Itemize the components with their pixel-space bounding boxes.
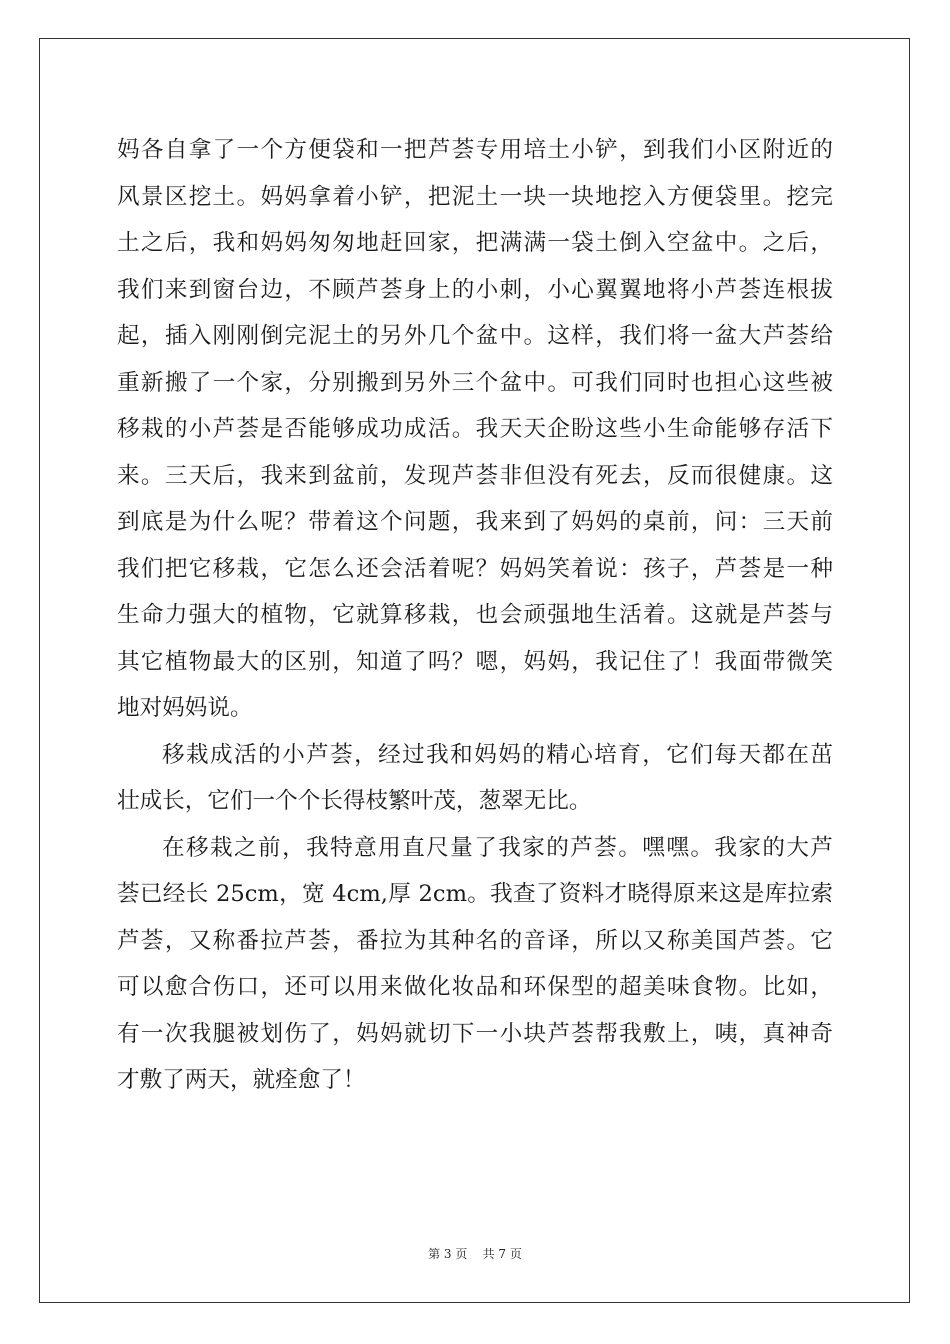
text-line: 重新搬了一个家，分别搬到另外三个盆中。可我们同时也担心这些被	[117, 369, 833, 396]
text-line: 才敷了两天，就痊愈了！	[117, 1067, 366, 1093]
text-line: 在移栽之前，我特意用直尺量了我家的芦荟。嘿嘿。我家的大芦	[162, 834, 833, 861]
text-line: 我们把它移栽，它怎么还会活着呢？妈妈笑着说：孩子，芦荟是一种	[117, 555, 833, 582]
text-line: 土之后，我和妈妈匆匆地赶回家，把满满一袋土倒入空盆中。之后，	[117, 230, 833, 256]
text-line: 有一次我腿被划伤了，妈妈就切下一小块芦荟帮我敷上，咦，真神奇	[117, 1020, 833, 1047]
text-line: 到底是为什么呢？带着这个问题，我来到了妈妈的桌前，问：三天前	[117, 509, 833, 535]
document-body	[117, 127, 833, 1104]
paragraph	[117, 127, 833, 732]
page-number-footer: 第 3 页 共 7 页	[428, 1247, 522, 1261]
text-line: 妈各自拿了一个方便袋和一把芦荟专用培土小铲，到我们小区附近的	[117, 137, 833, 163]
text-line: 移栽成活的小芦荟，经过我和妈妈的精心培育，它们每天都在茁	[162, 741, 833, 768]
text-line: 其它植物最大的区别，知道了吗？嗯，妈妈，我记住了！我面带微笑	[117, 648, 833, 675]
paragraph	[117, 732, 833, 825]
paragraph	[117, 825, 833, 1104]
text-line: 风景区挖土。妈妈拿着小铲，把泥土一块一块地挖入方便袋里。挖完	[117, 183, 833, 210]
text-line: 壮成长，它们一个个长得枝繁叶茂，葱翠无比。	[117, 788, 592, 814]
text-line: 荟已经长 25cm，宽 4cm,厚 2cm。我查了资料才晓得原来这是库拉索	[117, 881, 833, 907]
text-line: 生命力强大的植物，它就算移栽，也会顽强地生活着。这就是芦荟与	[117, 602, 833, 628]
text-line: 我们来到窗台边，不顾芦荟身上的小刺，小心翼翼地将小芦荟连根拔	[117, 276, 833, 303]
text-line: 移栽的小芦荟是否能够成功成活。我天天企盼这些小生命能够存活下	[117, 416, 833, 442]
text-line: 可以愈合伤口，还可以用来做化妆品和环保型的超美味食物。比如，	[117, 974, 833, 1000]
text-line: 地对妈妈说。	[117, 695, 253, 721]
text-line: 来。三天后，我来到盆前，发现芦荟非但没有死去，反而很健康。这	[117, 462, 833, 489]
text-line: 芦荟，又称番拉芦荟，番拉为其种名的音译，所以又称美国芦荟。它	[117, 927, 833, 954]
text-line: 起，插入刚刚倒完泥土的另外几个盆中。这样，我们将一盆大芦荟给	[117, 323, 833, 349]
